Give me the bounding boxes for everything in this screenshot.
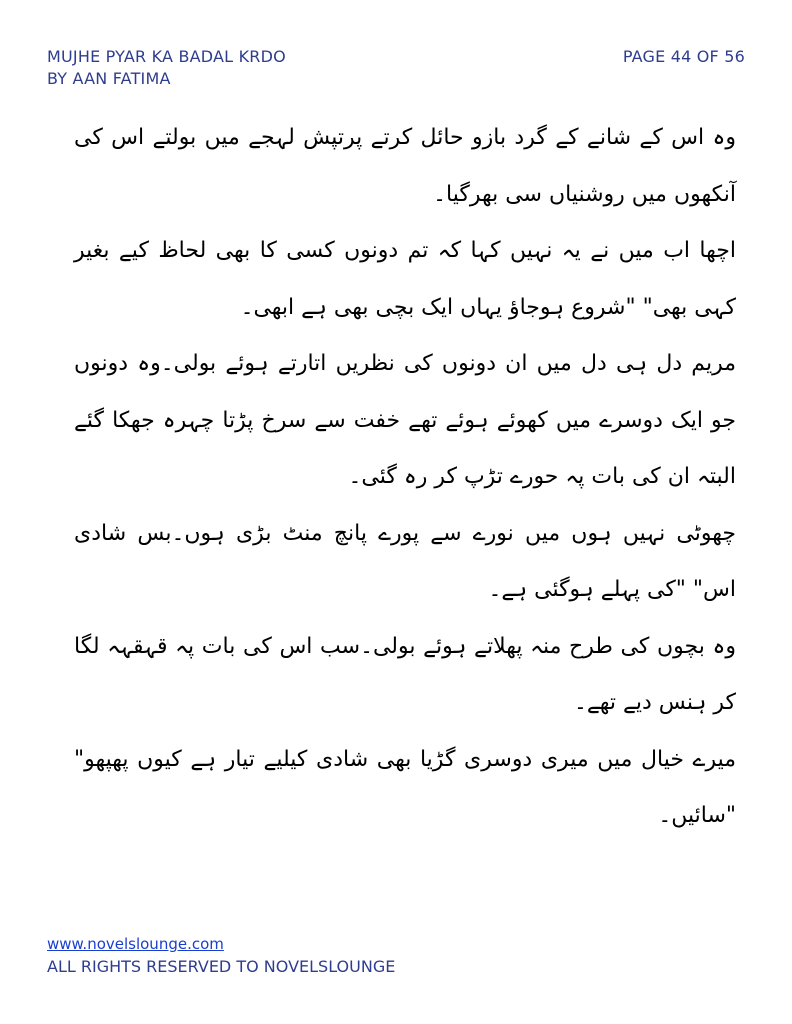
footer (47, 934, 395, 978)
story-text (74, 110, 736, 845)
header-left (47, 46, 286, 90)
novel-title: MUJHE PYAR KA BADAL KRDO (47, 47, 286, 66)
paragraph: اچھا اب میں نے یہ نہیں کہا کہ تم دونوں کسی کا بھی لحاظ کیے بغیر کہی بھی" "شروع ہوجاؤ یہاں ایک بچی بھی ہے ابھی۔ (74, 238, 736, 320)
novel-author: BY AAN FATIMA (47, 69, 171, 88)
page-number: PAGE 44 OF 56 (622, 47, 745, 66)
rights-notice: ALL RIGHTS RESERVED TO NOVELSLOUNGE (47, 957, 396, 976)
website-link[interactable]: www.novelslounge.com (47, 935, 224, 953)
paragraph: مریم دل ہی دل میں ان دونوں کی نظریں اتارتے ہوئے بولی۔وہ دونوں جو ایک دوسرے میں کھوئے ہوئے تھے خفت سے سرخ پڑتا چہرہ جھکا گئے البتہ ان کی بات پہ حورے تڑپ کر رہ گئی۔ (74, 351, 736, 489)
paragraph: میرے خیال میں میری دوسری گڑیا بھی شادی کیلیے تیار ہے کیوں پھپھو" "سائیں۔ (74, 746, 736, 828)
paragraph: چھوٹی نہیں ہوں میں نورے سے پورے پانچ منٹ بڑی ہوں۔بس شادی اس" "کی پہلے ہوگئی ہے۔ (74, 520, 736, 602)
paragraph: وہ بچوں کی طرح منہ پھلاتے ہوئے بولی۔سب اس کی بات پہ قہقہہ لگا کر ہنس دیے تھے۔ (74, 633, 736, 715)
paragraph: وہ اس کے شانے کے گرد بازو حائل کرتے پرتپش لہجے میں بولتے اس کی آنکھوں میں روشنیاں سی بھرگیا۔ (74, 125, 736, 207)
